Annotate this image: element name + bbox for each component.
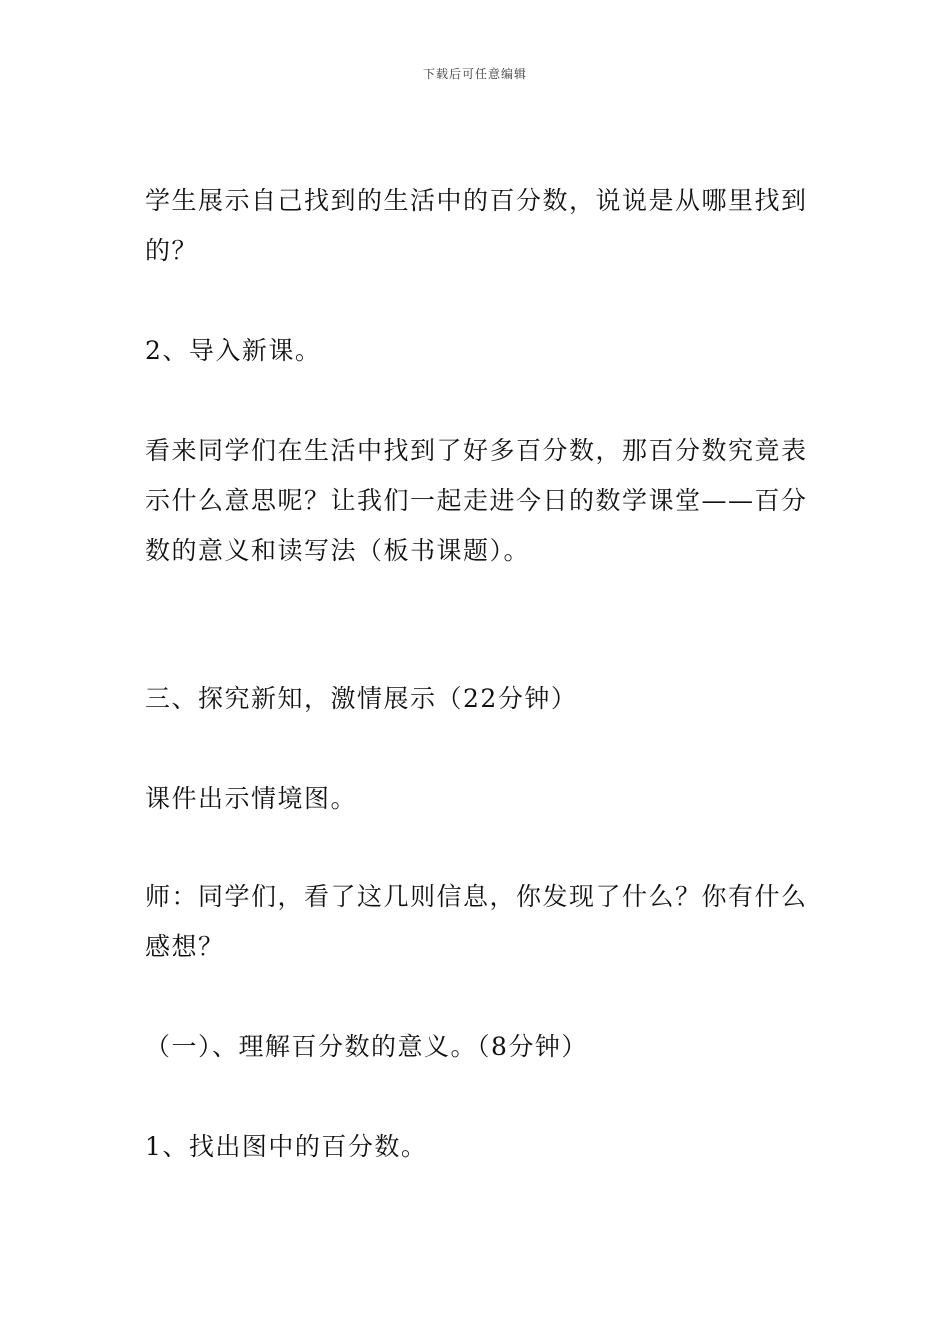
- paragraph-intro-new-lesson: 2、导入新课。: [145, 336, 322, 365]
- subsection-heading-meaning: （一）、理解百分数的意义。（8分钟）: [145, 1032, 588, 1061]
- paragraph-teacher-question: 师：同学们，看了这几则信息，你发现了什么？你有什么感想？: [145, 882, 808, 961]
- paragraph-lesson-title-intro: 看来同学们在生活中找到了好多百分数，那百分数究竟表示什么意思呢？让我们一起走进今日的数学课堂——百分数的意义和读写法（板书课题）。: [145, 436, 808, 565]
- paragraph-student-show: 学生展示自己找到的生活中的百分数，说说是从哪里找到的？: [145, 186, 808, 265]
- paragraph-find-percent: 1、找出图中的百分数。: [145, 1132, 428, 1161]
- section-heading-explore: 三、探究新知，激情展示（22分钟）: [145, 684, 578, 713]
- page-header-note: 下载后可任意编辑: [422, 67, 527, 81]
- paragraph-courseware: 课件出示情境图。: [145, 784, 358, 813]
